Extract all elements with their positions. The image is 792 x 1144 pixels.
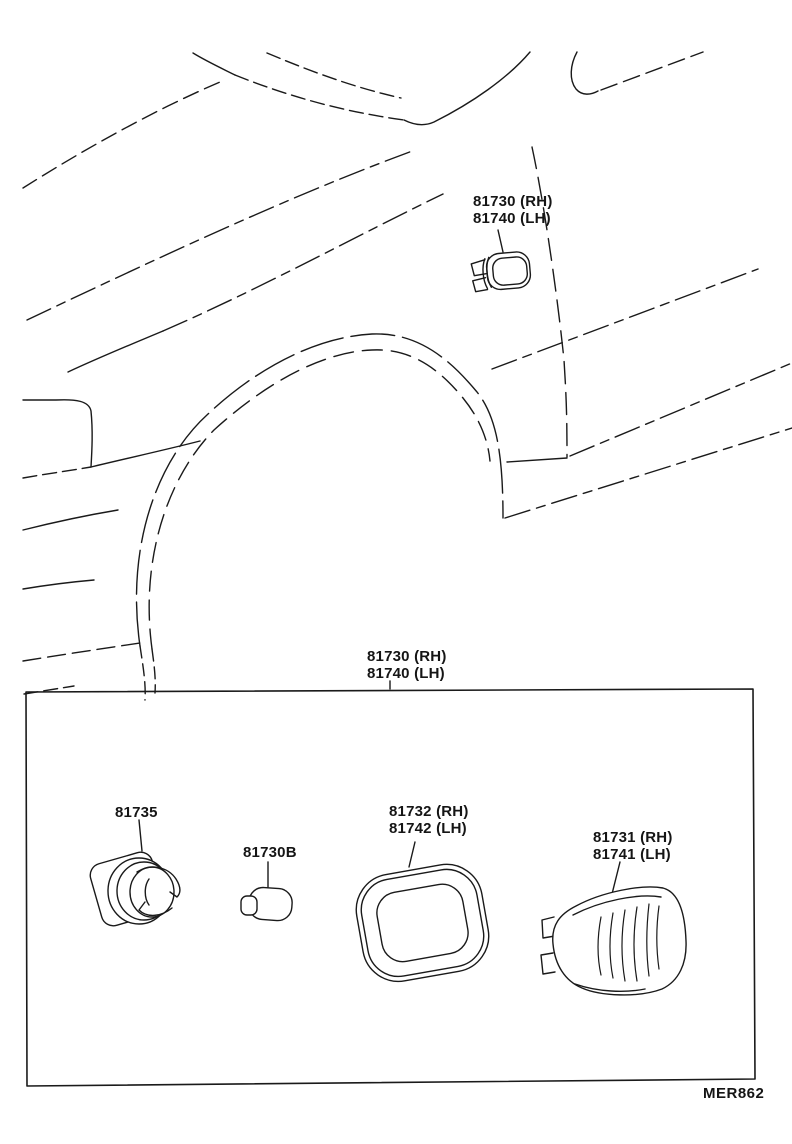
drawing-code: MER862 <box>703 1085 765 1102</box>
socket-part-number: 81735 <box>115 804 158 821</box>
roof-edge-solid <box>193 53 235 75</box>
gasket-opening <box>374 881 472 965</box>
rocker-front-line-1 <box>23 510 118 530</box>
rocker-front-line-3 <box>23 643 140 661</box>
front-crease-dashed <box>23 467 91 478</box>
lens-part-number <box>593 829 673 863</box>
gasket-leader-line <box>409 842 415 867</box>
assembly-box-label-line1: 81730 (RH) <box>367 648 447 665</box>
installed-lamp-label-line2: 81740 (LH) <box>473 210 551 227</box>
bulb-part-number: 81730B <box>243 844 297 861</box>
socket-opening <box>130 867 174 917</box>
body-line-upper <box>27 150 415 320</box>
gasket-part-number-line2: 81742 (LH) <box>389 820 467 837</box>
lens-drawing <box>541 862 686 995</box>
bulb-base <box>241 896 257 915</box>
gasket-drawing <box>351 842 495 987</box>
socket-leader-line <box>139 820 142 851</box>
gasket-outer-ring-inner-edge <box>356 864 488 981</box>
side-marker-lamp-installed <box>471 230 532 292</box>
gasket-outer-ring <box>351 859 495 987</box>
roof-drip-line <box>267 53 401 98</box>
wheel-arch <box>136 334 503 700</box>
lens-part-number-line1: 81731 (RH) <box>593 829 673 846</box>
rocker-front-line-2 <box>23 580 94 589</box>
assembly-box-label-line2: 81740 (LH) <box>367 665 445 682</box>
rocker-front-line-4 <box>24 686 74 694</box>
gasket-part-number <box>389 803 469 837</box>
bumper-character-line <box>492 269 758 369</box>
installed-lamp-label-line1: 81730 (RH) <box>473 193 553 210</box>
roof-edge-dashed <box>235 75 404 120</box>
installed-lamp-leader-line <box>498 230 503 252</box>
trunk-seam-dashed <box>601 52 703 90</box>
gasket-part-number-line1: 81732 (RH) <box>389 803 469 820</box>
lens-part-number-line2: 81741 (LH) <box>593 846 671 863</box>
lens-body-outline <box>553 887 686 995</box>
lens-leader-line <box>612 862 620 894</box>
wheel-arch-tail-inner <box>152 649 155 693</box>
wheel-arch-inner <box>149 350 490 649</box>
belt-line-dashed <box>163 194 443 331</box>
assembly-box-label <box>367 648 447 682</box>
car-quarter-panel-art <box>23 52 792 700</box>
rocker-line-rear <box>505 428 792 518</box>
door-cut-line <box>23 400 92 467</box>
socket-drawing <box>87 820 179 929</box>
bulb-drawing <box>241 862 293 921</box>
parts-box <box>26 681 755 1086</box>
rear-window-curve <box>23 82 220 188</box>
sill-line-rear <box>570 363 792 456</box>
c-pillar-curve <box>404 52 530 125</box>
belt-line-solid <box>68 331 163 372</box>
trunk-seam-hook <box>571 52 598 94</box>
quarter-panel-bottom <box>507 458 567 462</box>
front-crease-solid <box>91 441 200 467</box>
lens-bracket-tab-lower <box>541 953 555 974</box>
installed-lamp-label <box>473 193 553 227</box>
